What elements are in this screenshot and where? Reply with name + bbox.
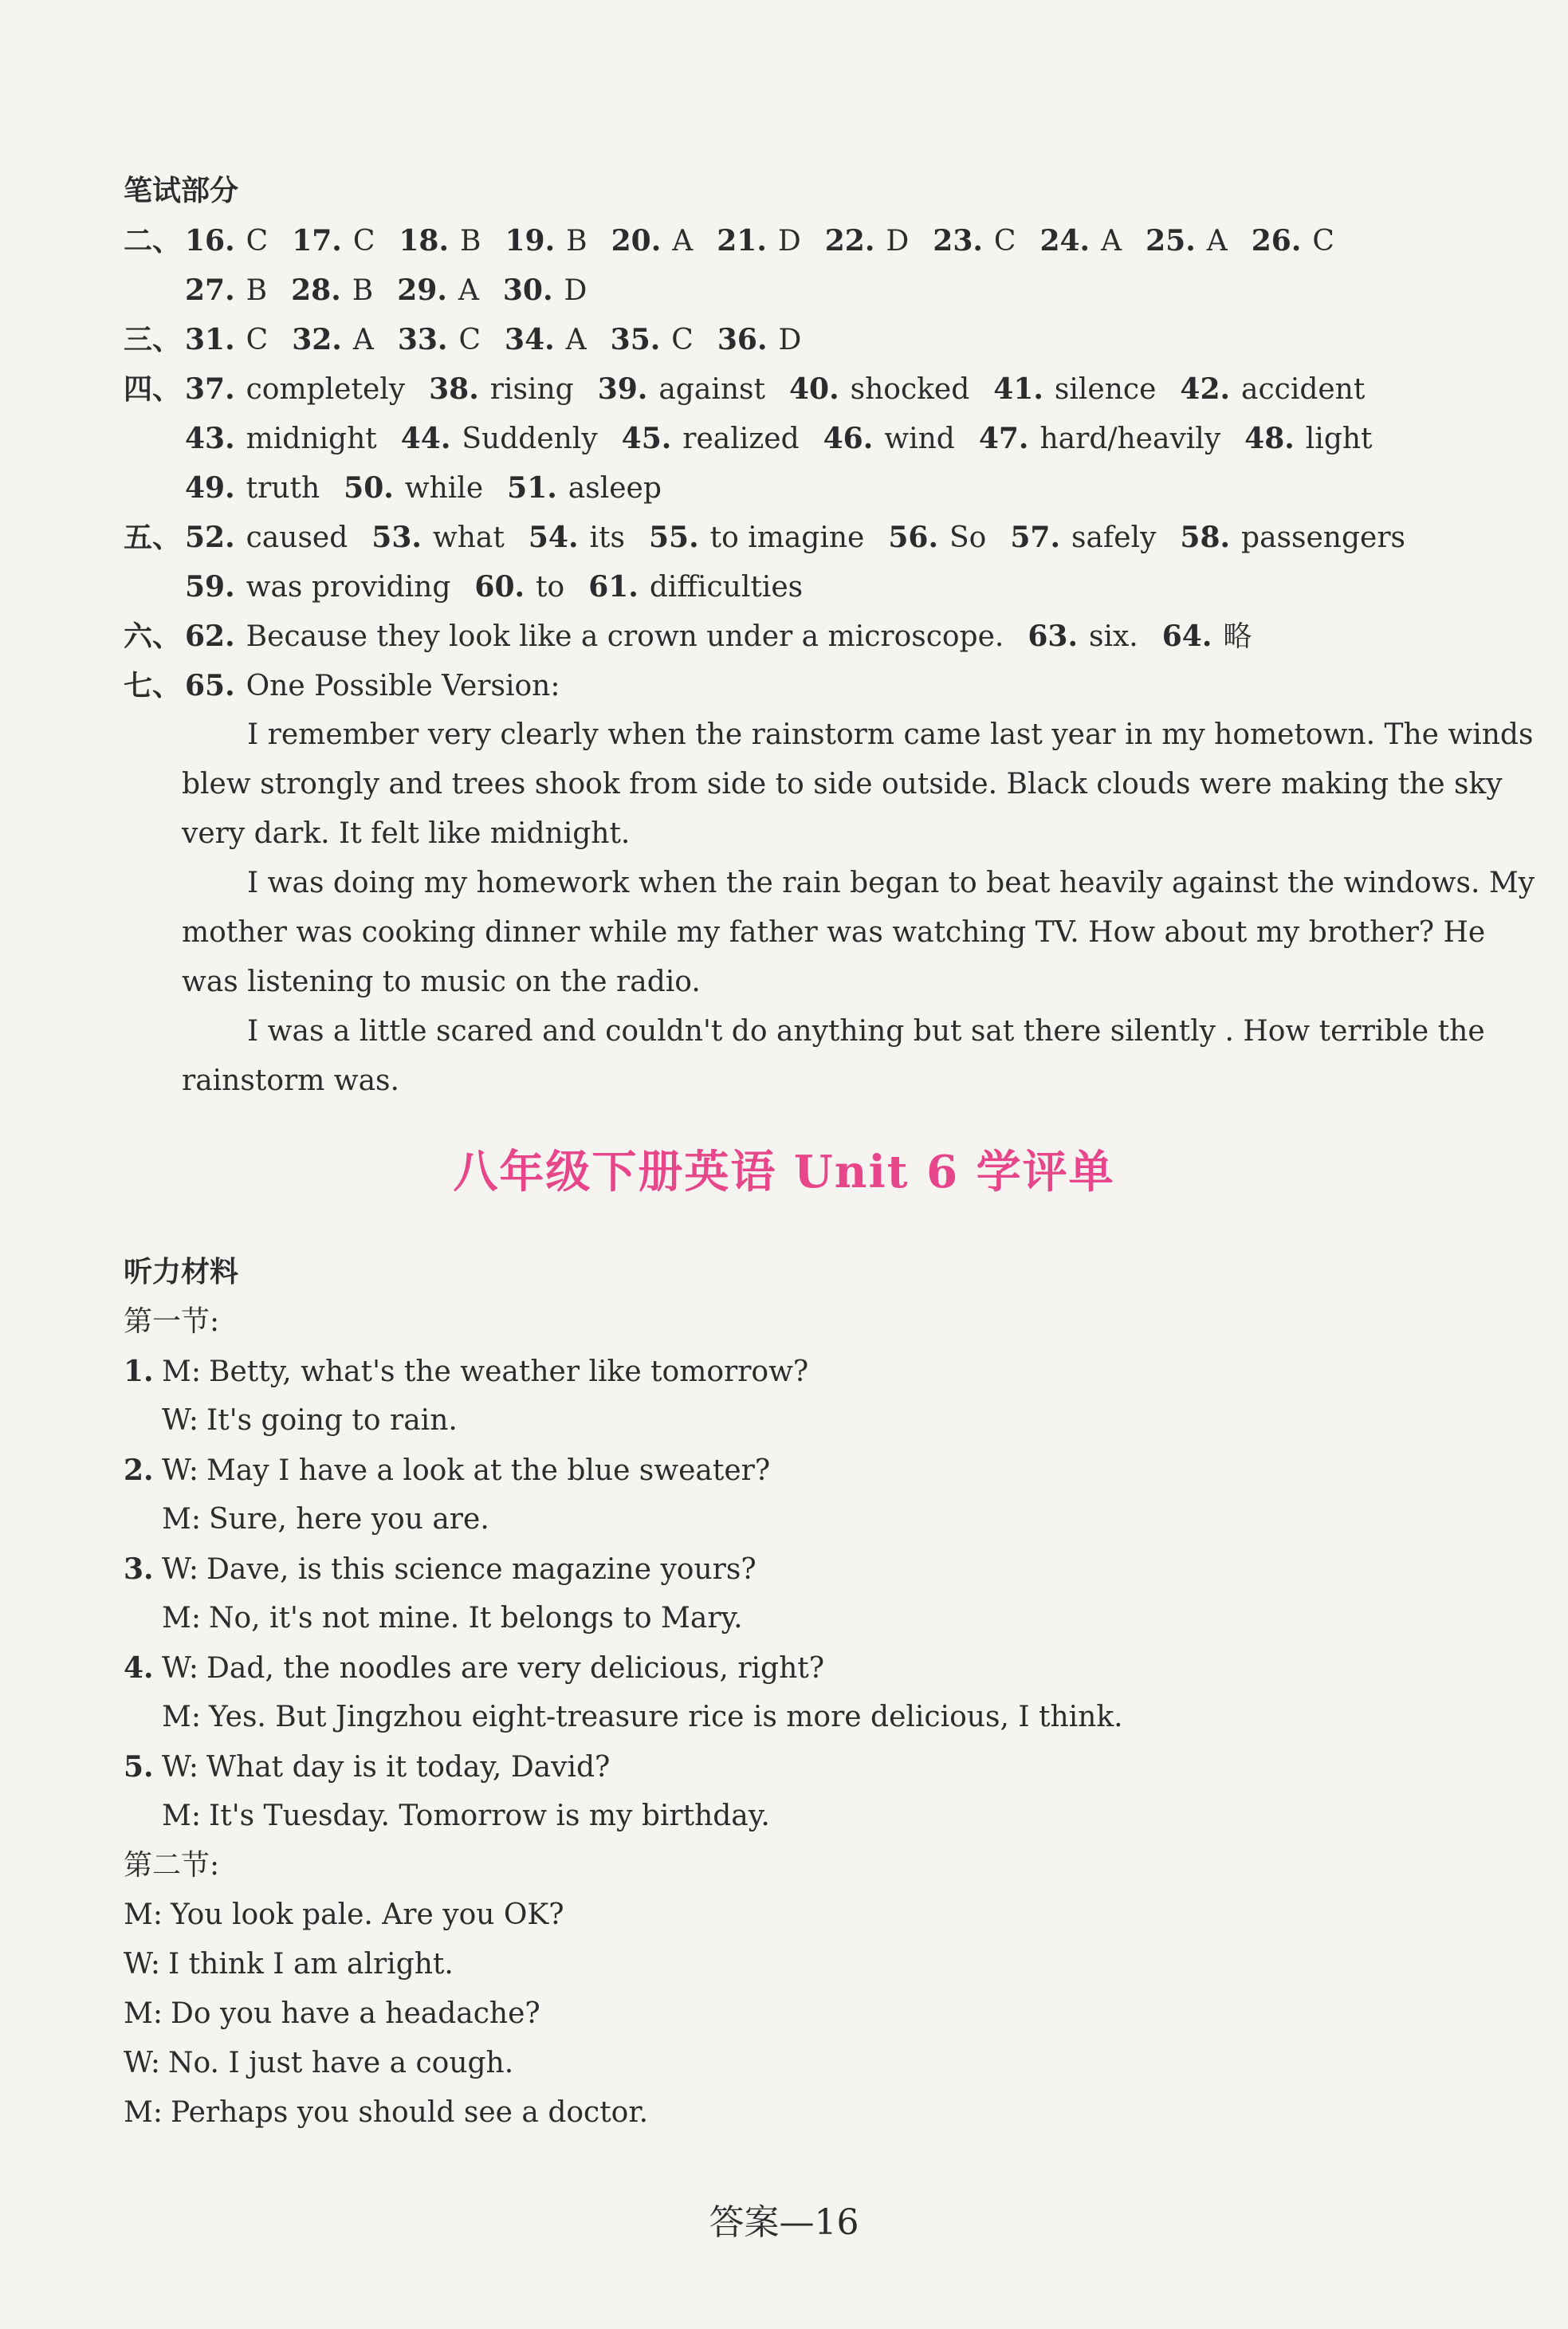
dialog-text: Dad, the noodles are very delicious, right? bbox=[206, 1652, 825, 1685]
dialog-text: Perhaps you should see a doctor. bbox=[171, 2096, 649, 2129]
dialog-line bbox=[162, 1496, 489, 1544]
dialog-text: May I have a look at the blue sweater? bbox=[206, 1454, 771, 1487]
answer-item: 64. 略 bbox=[1161, 620, 1252, 653]
speaker: W: bbox=[162, 1553, 199, 1586]
essay-line: was listening to music on the radio. bbox=[182, 966, 701, 998]
answer-item: 58. passengers bbox=[1180, 521, 1406, 554]
answer-item: 48. light bbox=[1244, 422, 1373, 455]
section-4-line-3 bbox=[185, 464, 686, 512]
part1-label: 第一节: bbox=[124, 1305, 220, 1338]
dialog-line bbox=[162, 1694, 1123, 1741]
answer-item: 56. So bbox=[888, 521, 987, 554]
speaker: M: bbox=[162, 1355, 201, 1388]
speaker: W: bbox=[124, 1948, 161, 1981]
speaker: M: bbox=[124, 2096, 163, 2129]
dialog-line bbox=[162, 1792, 770, 1840]
speaker: M: bbox=[124, 1898, 163, 1931]
essay-line: mother was cooking dinner while my father was watching TV. How about my brother? He bbox=[182, 916, 1486, 949]
dialog-line bbox=[124, 1990, 540, 2038]
speaker: W: bbox=[162, 1751, 199, 1784]
speaker: M: bbox=[162, 1701, 201, 1733]
answer-item: 43. midnight bbox=[185, 422, 377, 455]
answer-item: 37. completely bbox=[185, 372, 406, 406]
section-prefix: 四、 bbox=[124, 373, 182, 406]
answer-item: 38. rising bbox=[429, 372, 574, 406]
speaker: M: bbox=[162, 1800, 201, 1832]
question-number: 65. bbox=[185, 669, 235, 702]
essay-intro: One Possible Version: bbox=[246, 670, 560, 702]
answer-item: 25. A bbox=[1146, 224, 1228, 258]
answer-item: 27. B bbox=[185, 273, 268, 307]
answer-item: 18. B bbox=[399, 224, 481, 258]
dialog-text: No, it's not mine. It belongs to Mary. bbox=[209, 1602, 743, 1635]
dialog-text: I think I am alright. bbox=[168, 1948, 454, 1981]
essay-line: I remember very clearly when the rainstorm came last year in my hometown. The winds bbox=[247, 718, 1534, 751]
answer-item: 31. C bbox=[185, 323, 269, 356]
essay-line: I was a little scared and couldn't do anything but sat there silently . How terrible the bbox=[247, 1015, 1485, 1048]
answer-item: 60. to bbox=[474, 570, 565, 604]
answer-item: 61. difficulties bbox=[588, 570, 804, 604]
section-prefix: 六、 bbox=[124, 620, 182, 653]
dialog-number: 2. bbox=[124, 1454, 154, 1487]
dialog-line bbox=[124, 2040, 513, 2087]
answer-item: 45. realized bbox=[621, 422, 800, 455]
speaker: W: bbox=[162, 1454, 199, 1487]
dialog-text: Do you have a headache? bbox=[171, 1997, 540, 2030]
dialog-text: Betty, what's the weather like tomorrow? bbox=[209, 1355, 809, 1388]
essay-line: rainstorm was. bbox=[182, 1064, 399, 1097]
dialog-line bbox=[124, 1545, 756, 1593]
speaker: W: bbox=[162, 1404, 199, 1437]
answer-item: 50. while bbox=[344, 471, 484, 505]
dialog-number: 5. bbox=[124, 1750, 154, 1784]
answer-item: 28. B bbox=[291, 273, 374, 307]
section-5-line-2 bbox=[185, 563, 827, 611]
answer-item: 17. C bbox=[292, 224, 375, 258]
answer-item: 19. B bbox=[505, 224, 588, 258]
speaker: W: bbox=[162, 1652, 199, 1685]
answer-item: 57. safely bbox=[1010, 521, 1157, 554]
dialog-line bbox=[124, 1941, 454, 1989]
answer-item: 16. C bbox=[185, 224, 269, 258]
answer-item: 52. caused bbox=[185, 521, 348, 554]
answer-item: 39. against bbox=[597, 372, 765, 406]
dialog-line bbox=[124, 1446, 770, 1494]
answer-item: 40. shocked bbox=[788, 372, 970, 406]
dialog-line bbox=[162, 1595, 743, 1642]
section-prefix: 二、 bbox=[124, 225, 182, 258]
answer-item: 35. C bbox=[610, 323, 694, 356]
section-4-line-1 bbox=[124, 365, 1389, 413]
answer-item: 32. A bbox=[292, 323, 374, 356]
answer-item: 53. what bbox=[371, 521, 505, 554]
dialog-text: It's going to rain. bbox=[206, 1404, 458, 1437]
section-prefix: 七、 bbox=[124, 670, 182, 702]
answer-item: 29. A bbox=[397, 273, 479, 307]
answer-item: 26. C bbox=[1251, 224, 1334, 258]
essay-line: blew strongly and trees shook from side to side outside. Black clouds were making the sky bbox=[182, 768, 1503, 801]
dialog-text: You look pale. Are you OK? bbox=[171, 1898, 564, 1931]
speaker: M: bbox=[162, 1602, 201, 1635]
section-2-line-1 bbox=[124, 217, 1358, 265]
section-prefix: 五、 bbox=[124, 521, 182, 554]
answer-item: 34. A bbox=[505, 323, 587, 356]
dialog-number: 1. bbox=[124, 1355, 154, 1388]
listening-heading: 听力材料 bbox=[124, 1256, 239, 1288]
answer-item: 23. C bbox=[933, 224, 1016, 258]
dialog-line bbox=[162, 1397, 458, 1445]
essay-line: I was doing my homework when the rain began to beat heavily against the windows. My bbox=[247, 867, 1535, 899]
speaker: W: bbox=[124, 2047, 161, 2079]
dialog-text: Dave, is this science magazine yours? bbox=[206, 1553, 756, 1586]
answer-item: 44. Suddenly bbox=[400, 422, 598, 455]
answer-item: 36. D bbox=[717, 323, 802, 356]
dialog-line bbox=[124, 1743, 610, 1791]
answer-item: 41. silence bbox=[993, 372, 1157, 406]
dialog-text: Yes. But Jingzhou eight-treasure rice is more delicious, I think. bbox=[209, 1701, 1123, 1733]
answer-item: 21. D bbox=[717, 224, 801, 258]
answer-item: 49. truth bbox=[185, 471, 320, 505]
section-5-line-1 bbox=[124, 513, 1429, 561]
answer-item: 22. D bbox=[824, 224, 910, 258]
page-number: 答案—16 bbox=[709, 2202, 859, 2243]
dialog-line bbox=[124, 1347, 808, 1395]
answer-item: 62. Because they look like a crown under a microscope. bbox=[185, 620, 1004, 653]
answer-item: 30. D bbox=[502, 273, 588, 307]
answer-item: 46. wind bbox=[823, 422, 955, 455]
dialog-number: 4. bbox=[124, 1651, 154, 1685]
dialog-line bbox=[124, 2089, 648, 2137]
unit-title: 八年级下册英语 Unit 6 学评单 bbox=[453, 1146, 1115, 1198]
answer-item: 51. asleep bbox=[507, 471, 662, 505]
answer-item: 59. was providing bbox=[185, 570, 451, 604]
dialog-text: What day is it today, David? bbox=[206, 1751, 611, 1784]
speaker: M: bbox=[162, 1503, 201, 1536]
essay-line: very dark. It felt like midnight. bbox=[182, 817, 631, 850]
answer-item: 54. its bbox=[528, 521, 625, 554]
section-4-line-2 bbox=[185, 415, 1397, 462]
answer-item: 55. to imagine bbox=[648, 521, 865, 554]
answer-item: 20. A bbox=[611, 224, 694, 258]
part2-label: 第二节: bbox=[124, 1849, 220, 1882]
dialog-number: 3. bbox=[124, 1552, 154, 1586]
answer-item: 33. C bbox=[397, 323, 481, 356]
section-6-line-1 bbox=[124, 612, 1275, 660]
speaker: M: bbox=[124, 1997, 163, 2030]
essay-header bbox=[124, 662, 560, 710]
dialog-text: No. I just have a cough. bbox=[168, 2047, 514, 2079]
dialog-text: Sure, here you are. bbox=[209, 1503, 489, 1536]
answer-item: 24. A bbox=[1039, 224, 1122, 258]
section-prefix: 三、 bbox=[124, 324, 182, 356]
dialog-line bbox=[124, 1891, 564, 1939]
section-2-line-2 bbox=[185, 266, 611, 314]
written-heading: 笔试部分 bbox=[124, 175, 239, 207]
section-3-line-1 bbox=[124, 316, 825, 364]
answer-item: 63. six. bbox=[1028, 620, 1138, 653]
dialog-line bbox=[124, 1644, 824, 1692]
dialog-text: It's Tuesday. Tomorrow is my birthday. bbox=[209, 1800, 770, 1832]
answer-item: 47. hard/heavily bbox=[978, 422, 1221, 455]
answer-item: 42. accident bbox=[1180, 372, 1366, 406]
